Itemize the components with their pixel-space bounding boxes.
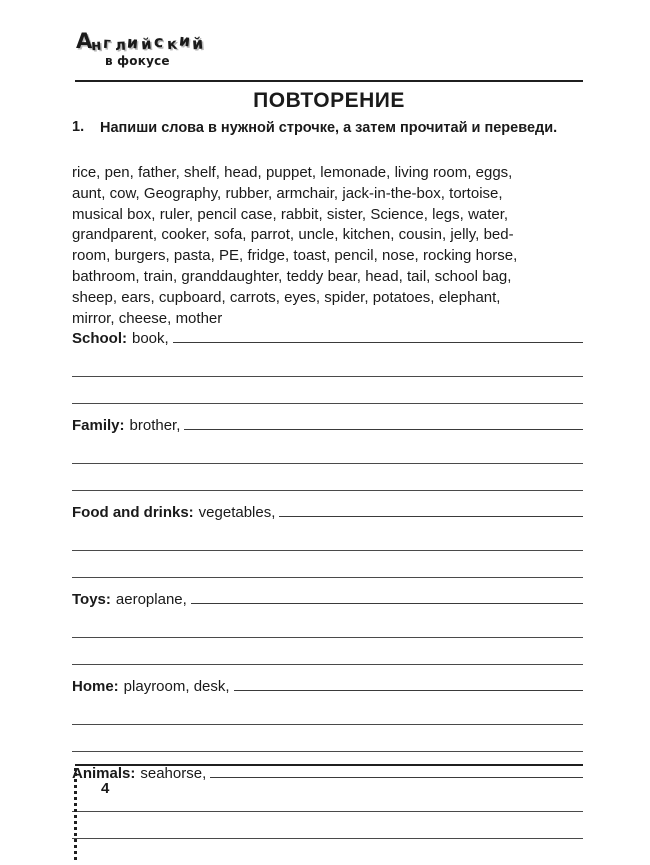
category-seed-word: book, xyxy=(132,330,169,347)
logo-letter-2: н xyxy=(90,35,102,55)
category-first-row xyxy=(72,328,583,350)
logo-letter-1: А xyxy=(76,29,93,53)
footer-divider xyxy=(75,764,583,766)
answer-write-line[interactable] xyxy=(173,328,583,343)
task-number: 1. xyxy=(72,119,85,135)
answer-write-line[interactable] xyxy=(191,589,583,604)
word-bank-line: sheep, ears, cupboard, carrots, eyes, spider, potatoes, elephant, xyxy=(72,288,501,306)
logo-letter-3: г xyxy=(102,33,112,53)
category-label: Food and drinks: xyxy=(72,504,194,521)
category-first-row xyxy=(72,589,583,611)
answer-write-line[interactable] xyxy=(72,725,583,752)
category-seed-word: brother, xyxy=(129,417,181,434)
category-seed-word: playroom, desk, xyxy=(123,678,230,695)
category-section xyxy=(72,589,583,665)
category-seed-word: seahorse, xyxy=(140,765,207,782)
category-first-row xyxy=(72,763,583,785)
category-seed-word: vegetables, xyxy=(198,504,276,521)
category-list xyxy=(72,328,583,850)
answer-write-line[interactable] xyxy=(72,524,583,551)
word-bank-line: rice, pen, father, shelf, head, puppet, lemonade, living room, eggs, xyxy=(72,164,513,181)
word-bank-line: musical box, ruler, pencil case, rabbit, sister, Science, legs, water, xyxy=(72,205,509,223)
category-first-row xyxy=(72,415,583,437)
page-number: 4 xyxy=(101,780,110,797)
word-bank-line: grandparent, cooker, sofa, parrot, uncle, kitchen, cousin, jelly, bed- xyxy=(72,226,514,244)
category-label: School: xyxy=(72,330,127,347)
answer-write-line[interactable] xyxy=(72,437,583,464)
answer-write-line[interactable] xyxy=(72,698,583,725)
category-first-row xyxy=(72,502,583,524)
word-bank-line: mirror, cheese, mother xyxy=(72,309,223,327)
logo-subtitle: в фокусе xyxy=(105,54,170,68)
answer-write-line[interactable] xyxy=(72,350,583,377)
logo-letter-7: с xyxy=(153,31,165,52)
category-seed-word: aeroplane, xyxy=(115,591,187,608)
category-section xyxy=(72,763,583,839)
category-section xyxy=(72,415,583,491)
task-instruction: Напиши слова в нужной строчке, а затем прочитай и переведи. xyxy=(100,120,558,136)
logo-letter-5: и xyxy=(126,32,140,53)
answer-write-line[interactable] xyxy=(184,415,583,430)
category-label: Home: xyxy=(72,678,119,695)
word-bank xyxy=(72,163,586,329)
logo-letter-6: й xyxy=(140,34,153,54)
category-first-row xyxy=(72,676,583,698)
page-title: ПОВТОРЕНИЕ xyxy=(253,89,405,112)
word-bank-line: bathroom, train, granddaughter, teddy bear, head, tail, school bag, xyxy=(72,267,512,285)
answer-write-line[interactable] xyxy=(72,551,583,578)
category-section xyxy=(72,328,583,404)
answer-write-line[interactable] xyxy=(72,611,583,638)
logo-letter-4: л xyxy=(114,35,127,55)
answer-write-line[interactable] xyxy=(72,464,583,491)
answer-write-line[interactable] xyxy=(72,638,583,665)
answer-write-line[interactable] xyxy=(279,502,583,517)
category-label: Family: xyxy=(72,417,125,434)
category-label: Animals: xyxy=(72,765,136,782)
task-block xyxy=(72,119,584,138)
logo-letter-9: и xyxy=(178,30,192,51)
dotted-spine-decoration xyxy=(74,768,77,860)
logo-letter-10: й xyxy=(191,33,204,54)
word-bank-line: room, burgers, pasta, PE, fridge, toast, pencil, nose, rocking horse, xyxy=(72,247,518,265)
logo-letter-8: к xyxy=(166,34,178,54)
answer-write-line[interactable] xyxy=(234,676,583,691)
answer-write-line[interactable] xyxy=(72,812,583,839)
header-divider xyxy=(75,80,583,82)
answer-write-line[interactable] xyxy=(72,785,583,812)
category-section xyxy=(72,502,583,578)
logo-main-text xyxy=(76,28,276,54)
category-label: Toys: xyxy=(72,591,111,608)
category-section xyxy=(72,676,583,752)
answer-write-line[interactable] xyxy=(72,377,583,404)
word-bank-line: aunt, cow, Geography, rubber, armchair, jack-in-the-box, tortoise, xyxy=(72,184,503,202)
spotlight-logo xyxy=(76,28,276,72)
